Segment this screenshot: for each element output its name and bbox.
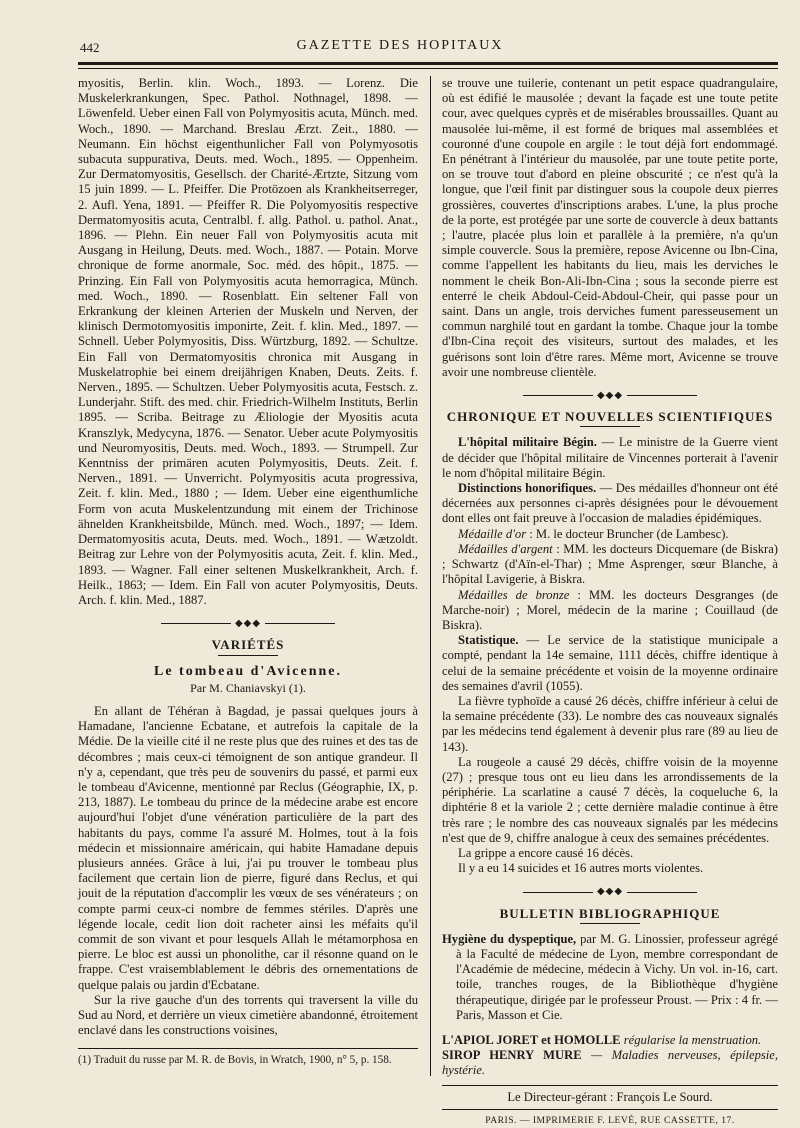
right-column bbox=[442, 76, 778, 1128]
title-underline bbox=[580, 426, 640, 427]
section-title-varietes: VARIÉTÉS bbox=[211, 637, 285, 653]
medal-label: Médailles d'argent bbox=[458, 541, 553, 556]
left-column bbox=[78, 76, 418, 1067]
article-continuation: se trouve une tuilerie, contenant un petit espace quadrangulaire, où est édifié le mausolée ; devant la façade est une toute petite cour, avec quelques cyprès et de misérables broussailles. Quant au mausolée lui-même, il est formé de briques mal assemblées et couronné d'une coupole en argile : le tout déjà fort endommagé. En pénétrant à l'intérieur du mausolée, par une toute petite porte, on se trouve tout d'abord en pleine obscurité ; ce n'est qu'à la longue, que l'œil finit par distinguer sous la coupole deux pierres grossières, couvertes d'inscriptions arabes. L'une, la plus proche de la porte, est protégée par une sorte de couvercle à deux battants ; l'autre, placée plus loin et parallèle à la première, n'a qu'un simple couvercle. Sous la première, repose Avicenne ou Ibn-Cina, comme l'appellent les habitants du lieu, mais les derviches le nomment le cheik Bon-Ali-Ibn-Cina ; sous la seconde pierre est enterré le cheik Abdoul-Ceid-Abdoul-Cheir, qui passe pour un saint. Dans un angle, trois derviches fument paresseusement un commun narghilé tout en gardant la tombe. Chaque jour la tombe d'Ibn-Cina reçoit des visiteurs, surtout des malades, et les guérisons sont loin d'être rares. Même mort, Avicenne se trouve avoir une nombreuse clientèle. bbox=[442, 76, 778, 379]
ornament-divider: ◆◆◆ bbox=[442, 388, 778, 403]
footnote: (1) Traduit du russe par M. R. de Bovis, in Wratch, 1900, n° 5, p. 158. bbox=[78, 1054, 392, 1067]
article-byline: Par M. Chaniavskyi (1). bbox=[190, 680, 306, 695]
statistique-text: — Le service de la statistique municipale a compté, pendant la 14e semaine, 1111 décès, chiffre identique à celui de la semaine précédente et voisin de la moyenne ordinaire des semaines d'avril (1055). bbox=[442, 633, 778, 693]
statistique-item bbox=[442, 633, 778, 694]
medal-item bbox=[442, 542, 778, 588]
ornament-divider: ◆◆◆ bbox=[442, 884, 778, 899]
medal-label: Médaille d'or bbox=[458, 526, 527, 541]
statistique-paragraph: La grippe a encore causé 16 décès. bbox=[458, 845, 634, 860]
title-underline bbox=[218, 655, 278, 656]
section-title-bulletin: BULLETIN BIBLIOGRAPHIQUE bbox=[499, 905, 721, 921]
article-paragraph: En allant de Téhéran à Bagdad, je passai quelques jours à Hamadane, l'ancienne Ecbatane, et autrefois la capitale de la Médie. De la vieille cité il ne reste plus que des ruines et des tas de décombres ; mais ceux-ci témoignent de son antique grandeur. Il n'y a, cependant, que très peu de souvenirs du passé, et parmi eux le tombeau d'Avicenne, mentionné par Reclus (Géographie, IX, p. 213, 1887). Le tombeau du prince de la médecine arabe est encore aujourd'hui l'objet d'une vénération particulière de la part des habitants du pays, comme l'a assuré M. Holmes, tout à la fois médecin et missionnaire américain, qui habite Hamadane depuis plusieurs années. Grâce à lui, j'ai pu trouver le tombeau plus facilement que certain lion de pierre, figuré dans Reclus, et qui jouit de la réputation d'accomplir les vœux de ses vénérateurs ; on compte parmi ceux-ci nombre de femmes stériles. D'après une légende locale, cedit lion doit racheter ainsi les méfaits qu'il commit de son vivant et pour lesquels Allah le métamorphosa en pierre. Le bloc est aussi un phonolithe, car il résonne quand on le frappe. C'est vraisemblablement le débris des ornementations de quelque palais ou jardin d'Ecbatane. bbox=[78, 703, 418, 992]
article-paragraph: Sur la rive gauche d'un des torrents qui traversent la ville du Sud au Nord, et derrière un vieux cimetière abandonné, étroitement enclavé dans les constructions voisines, bbox=[78, 992, 418, 1038]
page-header-title: GAZETTE DES HOPITAUX bbox=[296, 38, 504, 53]
ornament-divider: ◆◆◆ bbox=[78, 616, 418, 631]
statistique-title: Statistique. bbox=[458, 633, 519, 648]
statistique-paragraph: Il y a eu 14 suicides et 16 autres morts violentes. bbox=[458, 861, 704, 876]
news-item-text: — Des médailles d'honneur ont été décernées aux personnes ci-après désignées pour le dévouement dont elles ont fait preuve à l'occasion de maladies épidémiques. bbox=[442, 481, 778, 526]
medal-text: : MM. les docteurs Desgranges (de Marche-noir) ; Morel, médecin de la marine ; Couillaud (de Biskra). bbox=[442, 587, 778, 632]
news-item-title: Distinctions honorifiques. bbox=[458, 481, 597, 496]
bibliography-entry bbox=[442, 932, 778, 1023]
ad-brand: L'APIOL JORET et HOMOLLE bbox=[442, 1032, 621, 1047]
article-title: Le tombeau d'Avicenne. bbox=[153, 663, 342, 679]
footnote-rule bbox=[78, 1048, 418, 1049]
ad-line-apiol bbox=[442, 1033, 778, 1048]
statistique-paragraph: La rougeole a causé 29 décès, chiffre voisin de la moyenne (27) ; presque tous ont eu lieu dans les arrondissements de la périphérie. La scarlatine a causé 7 décès, la coqueluche 6, la diphtérie 8 et la variole 2 ; cette dernière maladie continue à être très rare ; le nombre des cas nouveaux signalés par les médecins n'est que de 9, chiffre analogue à ceux des semaines précédentes. bbox=[442, 754, 778, 845]
medal-item bbox=[442, 588, 778, 634]
section-title-chronique: CHRONIQUE ET NOUVELLES SCIENTIFIQUES bbox=[446, 409, 774, 425]
medal-text: : M. le docteur Bruncher (de Lambesc). bbox=[526, 526, 729, 541]
book-title: Hygiène du dyspeptique, bbox=[442, 931, 577, 946]
medal-item bbox=[442, 527, 778, 542]
printer-line: PARIS. — IMPRIMERIE F. LEVÉ, RUE CASSETTE, 17. bbox=[442, 1109, 778, 1128]
ad-text: régularise la menstruation. bbox=[620, 1032, 762, 1047]
advertisement bbox=[442, 1033, 778, 1079]
title-underline bbox=[580, 923, 640, 924]
header-rule-thin bbox=[78, 68, 778, 69]
news-item-text: — Le ministre de la Guerre vient de décider que l'hôpital militaire de Vincennes porterait à l'avenir le nom d'hôpital militaire Bégin. bbox=[442, 435, 778, 480]
medal-label: Médailles de bronze bbox=[458, 587, 570, 602]
ad-text: — Maladies nerveuses, épilepsie, hystérie. bbox=[442, 1048, 779, 1078]
news-item-title: L'hôpital militaire Bégin. bbox=[458, 435, 597, 450]
news-item bbox=[442, 481, 778, 527]
medal-text: : MM. les docteurs Dicquemare (de Biskra) ; Schwartz (d'Aïn-el-Thar) ; Mme Asprenger, sœur Blanche, à l'hôpital Lavigerie, à Biskra. bbox=[442, 541, 778, 587]
ad-brand: SIROP HENRY MURE bbox=[442, 1048, 582, 1063]
ad-line-sirop bbox=[442, 1048, 778, 1078]
statistique-paragraph: La fièvre typhoïde a causé 26 décès, chiffre inférieur à celui de la semaine précédente (33). Le nombre des cas nouveaux signalés par les médecins tend également à devenir plus rare (89 au lieu de 143). bbox=[442, 693, 778, 754]
bibliography-references: myositis, Berlin. klin. Woch., 1893. — Lorenz. Die Muskelerkrankungen, Spec. Pathol. Nothnagel, 1898. — Löwenfeld. Ueber einen Fall von Polymyositis acuta, Münch. med. Woch., 1890. — Marchand. Breslau Ærzt. Zeit., 1880. — Neumann. Ein höchst eigenthunlicher Fall von Polymyosotis subacuta suppurativa, Deuts. med. Woch., 1895. — Oppenheim. Zur Dermatomyositis, Gesellsch. der Charité-Ærtzte, Sitzung vom 15 juin 1899. — L. Pfeiffer. Die Protözoen als Krankheitserreger, 2. Aufl. Yena, 1891. — Pfeiffer R. Die Polyomyositis respective Dermatomyositis acuta, Centralbl. f. allg. Pathol. u. pathol. Anat., 1896. — Plehn. Ein neuer Fall von Polymyositis acuta mit Ausgang in Heilung, Deuts. med. Woch., 1887. — Potain. Morve chronique de forme anormale, Soc. méd. des hôpit., 1875. — Prinzing. Ein Fall von Polymyositis acuta hemorragica, Münch. med. Woch., 1890. — Rosenblatt. Ein seltener Fall von Erkrankung der kleinen Arterien der Muskeln und Nerven, der klinisch Dermotomyositis imponirte, Zeit. f. klin. Med., 1897. — Schnell. Ueber Polymyositis, Diss. Würtzburg, 1892. — Schultze. Ein Fall von Dermatomyositis chronica mit Ausgang in Muskelatrophie bei einem dreijährigen Knaben, Deuts. Zeits. f. Nerven., 1895. — Schultzen. Ueber Polymyositis acuta, Festsch. z. Lunderjahr. Stift. des med. chir. Friedrich-Wilhelm Instituts, Berlin 1895. — Scriba. Beitrage zu Æliologie der Myositis acuta Kranszlyk, Medycyna, 1876. — Senator. Ueber acute Polymyositis und Neuromyositis, Deuts. med. Woch., 1893. — Strumpell. Zur Kenntniss der primären acuten Polymyositis, Deuts. Zeit. f. Nerven., 1891. — Unverricht. Polymyositis acuta progressiva, Zeit. f. klin. Med., 1880 ; — Idem. Ueber eine eigenthumliche Form von acuta Muskelentzundung mit einem der Trichinose ähnelden Krankheitsbilde, Münch. med. Woch., 1897; — Idem. Dermatomyositis acuta, Deuts. med. Woch., 1891. — Wætzoldt. Beitrag zur Lehre von der Polymyositis acuta, Zeit. f. klin. Med., 1893. — Wagner. Fall einer seltenen Muskelkrankheit, Arch. f. Heilk., 1863; — Idem. Ein Fall von acuter Polymyositis, Deuts. Arch. f. klin. Med., 1887. bbox=[78, 76, 418, 607]
header-rule bbox=[78, 62, 778, 65]
director-line: Le Directeur-gérant : François Le Sourd. bbox=[442, 1085, 778, 1105]
book-details: par M. G. Linossier, professeur agrégé à la Faculté de médecine de Lyon, membre correspondant de l'Académie de médecine, médecin à Vichy. Un vol. in-16, cart. toile, tranches rouges, de la Bibliothèque d'hygiène thérapeutique, dirigée par le professeur Proust. — Prix : 4 fr. — Paris, Masson et Cie. bbox=[456, 931, 778, 1022]
page-number: 442 bbox=[80, 40, 100, 55]
news-item bbox=[442, 435, 778, 481]
column-divider bbox=[430, 76, 431, 1076]
